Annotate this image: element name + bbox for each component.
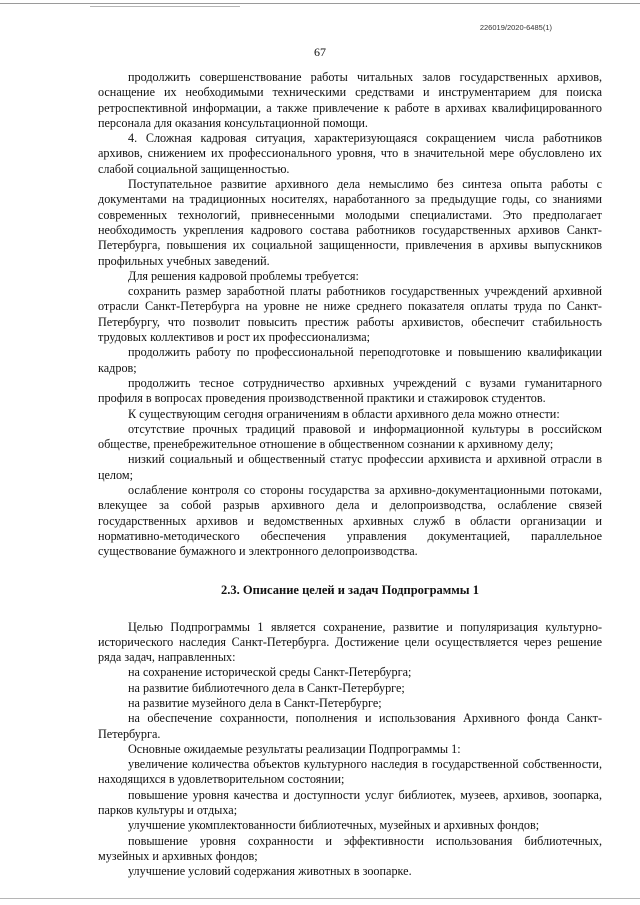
paragraph: Поступательное развитие архивного дела немыслимо без синтеза опыта работы с документами на традиционных носителях, наработанного за предыдущие годы, со знаниями современных технологий, привнесенными молодыми специалистами. Это предполагает необходимость укрепления кадрового состава работников государственных архивов Санкт-Петербурга, повышения их социальной защищенности, привлечения в архивы выпускников профильных учебных заведений. <box>98 177 602 268</box>
paragraph: на развитие музейного дела в Санкт-Петербурге; <box>128 695 382 710</box>
section-title: 2.3. Описание целей и задач Подпрограммы 1 <box>221 582 479 597</box>
page-number: 67 <box>314 45 326 59</box>
top-scan-line <box>0 3 640 4</box>
paragraph: на обеспечение сохранности, пополнения и использования Архивного фонда Санкт-Петербурга. <box>98 711 602 741</box>
paragraph: продолжить совершенствование работы читальных залов государственных архивов, оснащение их необходимыми техническими средствами и инструментарием для поиска ретроспективной информации, а также привлечение к работе в архивах квалифицированного персонала для оказания консультационной помощи. <box>98 70 602 130</box>
paragraph: Основные ожидаемые результаты реализации Подпрограммы 1: <box>128 741 461 756</box>
paragraph: повышение уровня качества и доступности услуг библиотек, музеев, архивов, зоопарка, парков культуры и отдыха; <box>98 787 602 818</box>
paragraph: 4. Сложная кадровая ситуация, характеризующаяся сокращением числа работников архивов, снижением их профессионального уровня, что в значительной мере обусловлено их слабой социальной защищенностью. <box>98 131 602 176</box>
paragraph: К существующим сегодня ограничениям в области архивного дела можно отнести: <box>128 406 560 421</box>
paragraph: улучшение условий содержания животных в зоопарке. <box>128 864 412 879</box>
paragraph: ослабление контроля со стороны государства за архивно-документационными потоками, влекущее за собой разрыв архивного дела и делопроизводства, ослабление связей государственных архивов и ведомственных архивных служб в области организации и нормативно-методического обеспечения управления документацией, параллельное существование бумажного и электронного делопроизводства. <box>98 483 602 559</box>
paragraph: Целью Подпрограммы 1 является сохранение, развитие и популяризация культурно-исторического наследия Санкт-Петербурга. Достижение цели осуществляется через решение ряда задач, направленных: <box>98 619 602 665</box>
paragraph: увеличение количества объектов культурного наследия в государственной собственности, находящихся в удовлетворительном состоянии; <box>98 757 602 787</box>
paragraph: продолжить работу по профессиональной переподготовке и повышению квалификации кадров; <box>98 345 602 375</box>
paragraph: улучшение укомплектованности библиотечных, музейных и архивных фондов; <box>128 818 540 833</box>
paragraph: низкий социальный и общественный статус профессии архивиста и архивной отрасли в целом; <box>98 452 602 482</box>
bottom-scan-line <box>0 898 640 899</box>
document-id: 226019/2020-6485(1) <box>479 23 552 32</box>
paragraph: Для решения кадровой проблемы требуется: <box>128 268 359 283</box>
paragraph: на сохранение исторической среды Санкт-Петербурга; <box>128 665 412 680</box>
paragraph: сохранить размер заработной платы работников государственных учреждений архивной отрасли Санкт-Петербурга на уровне не ниже среднего показателя оплаты труда по Санкт-Петербургу, что позволит повысить престиж работы архивистов, обеспечит стабильность трудовых коллективов и рост их профессионализма; <box>98 284 602 345</box>
paragraph: продолжить тесное сотрудничество архивных учреждений с вузами гуманитарного профиля в вопросах проведения производственной практики и стажировок студентов. <box>98 375 602 406</box>
paragraphs-top <box>98 70 602 560</box>
page-content <box>98 70 602 880</box>
top-scan-line-secondary <box>90 6 240 7</box>
paragraph: отсутствие прочных традиций правовой и информационной культуры в российском обществе, пренебрежительное отношение в общественном сознании к архивному делу; <box>98 421 602 452</box>
paragraph: повышение уровня сохранности и эффективности использования библиотечных, музейных и архивных фондов; <box>98 833 602 863</box>
paragraph: на развитие библиотечного дела в Санкт-Петербурге; <box>128 680 405 695</box>
paragraphs-bottom <box>98 620 602 880</box>
